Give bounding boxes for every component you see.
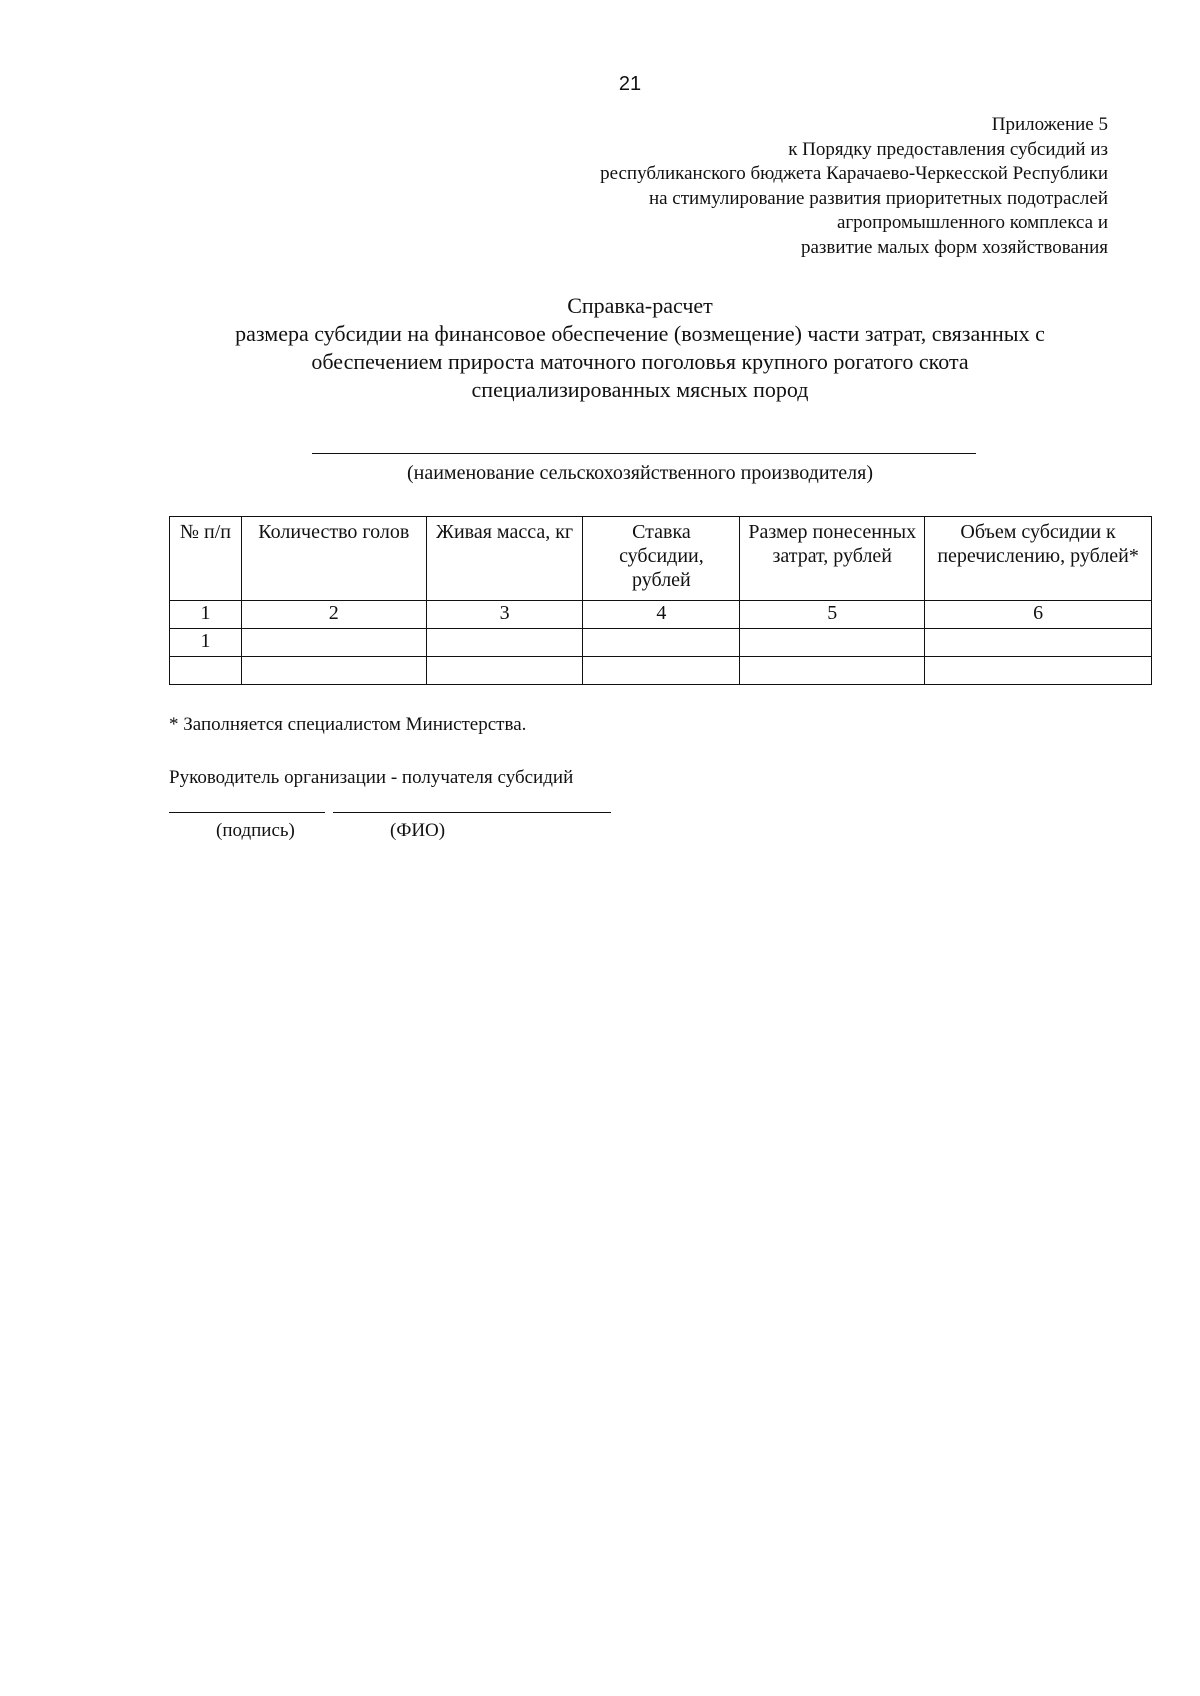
producer-name-caption: (наименование сельскохозяйственного производителя) [406, 462, 874, 484]
full-name-caption: (ФИО) [390, 820, 446, 841]
producer-name-line [312, 453, 976, 454]
signature-caption: (подпись) [216, 820, 295, 841]
table-header-cell: Количество голов [241, 517, 426, 601]
title-line: Справка-расчет [567, 293, 713, 318]
appendix-line: на стимулирование развития приоритетных подотраслей [648, 187, 1108, 209]
footnote: * Заполняется специалистом Министерства. [169, 714, 527, 735]
title-line: обеспечением прироста маточного поголовья крупного рогатого скота [311, 349, 969, 374]
table-cell [241, 629, 426, 657]
table-row [170, 657, 1152, 685]
title-line: размера субсидии на финансовое обеспечение (возмещение) части затрат, связанных с [235, 321, 1045, 346]
table-header-cell: № п/п [170, 517, 242, 601]
calculation-table [169, 516, 1152, 685]
column-number-cell: 3 [426, 601, 583, 629]
head-of-organization-label: Руководитель организации - получателя субсидий [169, 767, 574, 788]
table-header-cell: Ставка субсидии, рублей [583, 517, 740, 601]
full-name-line [333, 812, 611, 813]
appendix-line: агропромышленного комплекса и [836, 212, 1108, 233]
title-line: специализированных мясных пород [471, 377, 809, 402]
table-cell [583, 657, 740, 685]
table-cell [925, 657, 1152, 685]
table-cell [426, 629, 583, 657]
table-cell [740, 657, 925, 685]
column-number-cell: 2 [241, 601, 426, 629]
table-cell [740, 629, 925, 657]
appendix-line: к Порядку предоставления субсидий из [788, 138, 1108, 160]
appendix-line: республиканского бюджета Карачаево-Черкесской Республики [600, 163, 1108, 184]
appendix-line: Приложение 5 [991, 114, 1108, 135]
column-number-cell: 4 [583, 601, 740, 629]
table-cell [241, 657, 426, 685]
appendix-line: развитие малых форм хозяйствования [800, 236, 1108, 258]
table-header-cell: Размер понесенных затрат, рублей [740, 517, 925, 601]
appendix-header [600, 113, 1108, 260]
column-number-cell: 1 [170, 601, 242, 629]
table-row [170, 629, 1152, 657]
table-cell [583, 629, 740, 657]
column-number-cell: 5 [740, 601, 925, 629]
document-title [120, 292, 1160, 404]
column-number-cell: 6 [925, 601, 1152, 629]
table-header-row [170, 517, 1152, 601]
table-cell [170, 657, 242, 685]
table-cell [426, 657, 583, 685]
table-cell [925, 629, 1152, 657]
table-header-cell: Объем субсидии к перечислению, рублей* [925, 517, 1152, 601]
table-header-cell: Живая масса, кг [426, 517, 583, 601]
page-number: 21 [618, 73, 642, 95]
column-number-row [170, 601, 1152, 629]
signature-line [169, 812, 325, 813]
table-cell: 1 [170, 629, 242, 657]
